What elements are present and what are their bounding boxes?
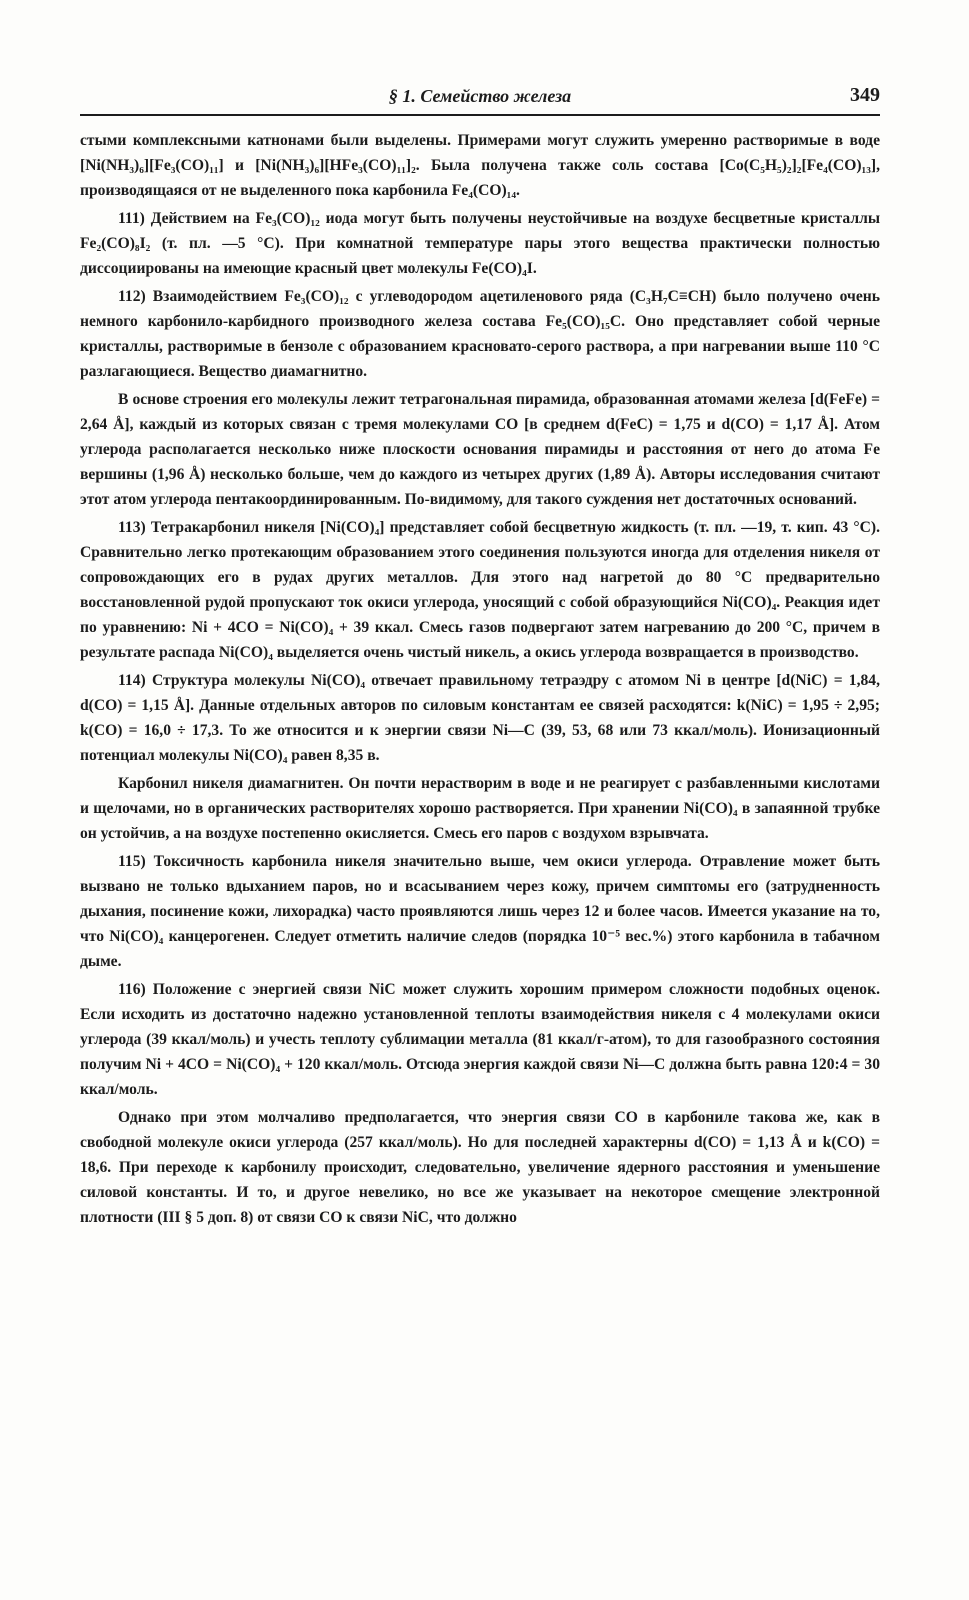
paragraph-115: 115) Токсичность карбонила никеля значительно выше, чем окиси углерода. Отравление может быть вызвано не только вдыханием паров, но и всасыванием через кожу, причем симптомы его (затрудненность дыхания, посинение кожи, лихорадка) часто проявляются лишь через 12 и более часов. Имеется указание на то, что Ni(CO)₄ канцерогенен. Следует отметить наличие следов (порядка 10⁻⁵ вес.%) этого карбонила в табачном дыме. xyxy=(80,853,880,970)
paragraph-113: 113) Тетракарбонил никеля [Ni(CO)₄] представляет собой бесцветную жидкость (т. пл. —19, т. кип. 43 °С). Сравнительно легко протекающим образованием этого соединения пользуются иногда для отделения никеля от сопровождающих его в рудах других металлов. Для этого над нагретой до 80 °С предварительно восстановленной рудой пропускают ток окиси углерода, уносящий с собой образующийся Ni(CO)₄. Реакция идет по уравнению: Ni + 4CO = Ni(CO)₄ + 39 ккал. Смесь газов подвергают затем нагреванию до 200 °С, причем в результате распада Ni(CO)₄ выделяется очень чистый никель, а окись углерода возвращается в производство. xyxy=(80,519,880,661)
page-number: 349 xyxy=(850,84,880,106)
paragraph-114-properties: Карбонил никеля диамагнитен. Он почти нерастворим в воде и не реагирует с разбавленными кислотами и щелочами, но в органических растворителях хорошо растворяется. При хранении Ni(CO)₄ в запаянной трубке он устойчив, а на воздухе постепенно окисляется. Смесь его паров с воздухом взрывчата. xyxy=(80,775,880,842)
paragraph-114: 114) Структура молекулы Ni(CO)₄ отвечает правильному тетраэдру с атомом Ni в центре [d(NiC) = 1,84, d(CO) = 1,15 Å]. Данные отдельных авторов по силовым константам ее связей расходятся: k(NiC) = 1,95 ÷ 2,95; k(CO) = 16,0 ÷ 17,3. То же относится и к энергии связи Ni—C (39, 53, 68 или 73 ккал/моль). Ионизационный потенциал молекулы Ni(CO)₄ равен 8,35 в. xyxy=(80,672,880,764)
page-body xyxy=(80,128,880,1233)
paragraph-112: 112) Взаимодействием Fe₃(CO)₁₂ с углеводородом ацетиленового ряда (C₃H₇C≡CH) было получено очень немного карбонило-карбидного производного железа состава Fe₅(CO)₁₅C. Оно представляет собой черные кристаллы, растворимые в бензоле с образованием красновато-серого раствора, а при нагревании выше 110 °С разлагающиеся. Вещество диамагнитно. xyxy=(80,288,880,380)
paragraph-111: 111) Действием на Fe₃(CO)₁₂ иода могут быть получены неустойчивые на воздухе бесцветные кристаллы Fe₂(CO)₈I₂ (т. пл. —5 °С). При комнатной температуре пары этого вещества практически полностью диссоциированы на имеющие красный цвет молекулы Fe(CO)₄I. xyxy=(80,210,880,277)
paragraph-116: 116) Положение с энергией связи NiC может служить хорошим примером сложности подобных оценок. Если исходить из достаточно надежно установленной теплоты взаимодействия никеля с 4 молекулами окиси углерода (39 ккал/моль) и учесть теплоту сублимации металла (81 ккал/г-атом), то для газообразного состояния получим Ni + 4CO = Ni(CO)₄ + 120 ккал/моль. Отсюда энергия каждой связи Ni—C должна быть равна 120:4 = 30 ккал/моль. xyxy=(80,981,880,1098)
paragraph-continuation: стыми комплексными катнонами были выделены. Примерами могут служить умеренно растворимые в воде [Ni(NH₃)₆][Fe₃(CO)₁₁] и [Ni(NH₃)₆][HFe₃(CO)₁₁]₂. Была получена также соль состава [Co(C₅H₅)₂]₂[Fe₄(CO)₁₃], производящаяся от не выделенного пока карбонила Fe₄(CO)₁₄. xyxy=(80,132,880,199)
paragraph-116-continued: Однако при этом молчаливо предполагается, что энергия связи CO в карбониле такова же, как в свободной молекуле окиси углерода (257 ккал/моль). Но для последней характерны d(CO) = 1,13 Å и k(CO) = 18,6. При переходе к карбонилу происходит, следовательно, увеличение ядерного расстояния и уменьшение силовой константы. И то, и другое невелико, но все же указывает на некоторое смещение электронной плотности (III § 5 доп. 8) от связи CO к связи NiC, что должно xyxy=(80,1109,880,1226)
running-title: § 1. Семейство железа xyxy=(388,86,572,106)
header-rule xyxy=(80,114,880,116)
paragraph-112-structure: В основе строения его молекулы лежит тетрагональная пирамида, образованная атомами железа [d(FeFe) = 2,64 Å], каждый из которых связан с тремя молекулами CO [в среднем d(FeC) = 1,75 и d(CO) = 1,17 Å]. Атом углерода располагается несколько ниже плоскости основания пирамиды и расстояния от него до атома Fe вершины (1,96 Å) несколько больше, чем до каждого из четырех других (1,89 Å). Авторы исследования считают этот атом углерода пентакоординированным. По-видимому, для такого суждения нет достаточных оснований. xyxy=(80,391,880,508)
running-header xyxy=(80,84,880,114)
